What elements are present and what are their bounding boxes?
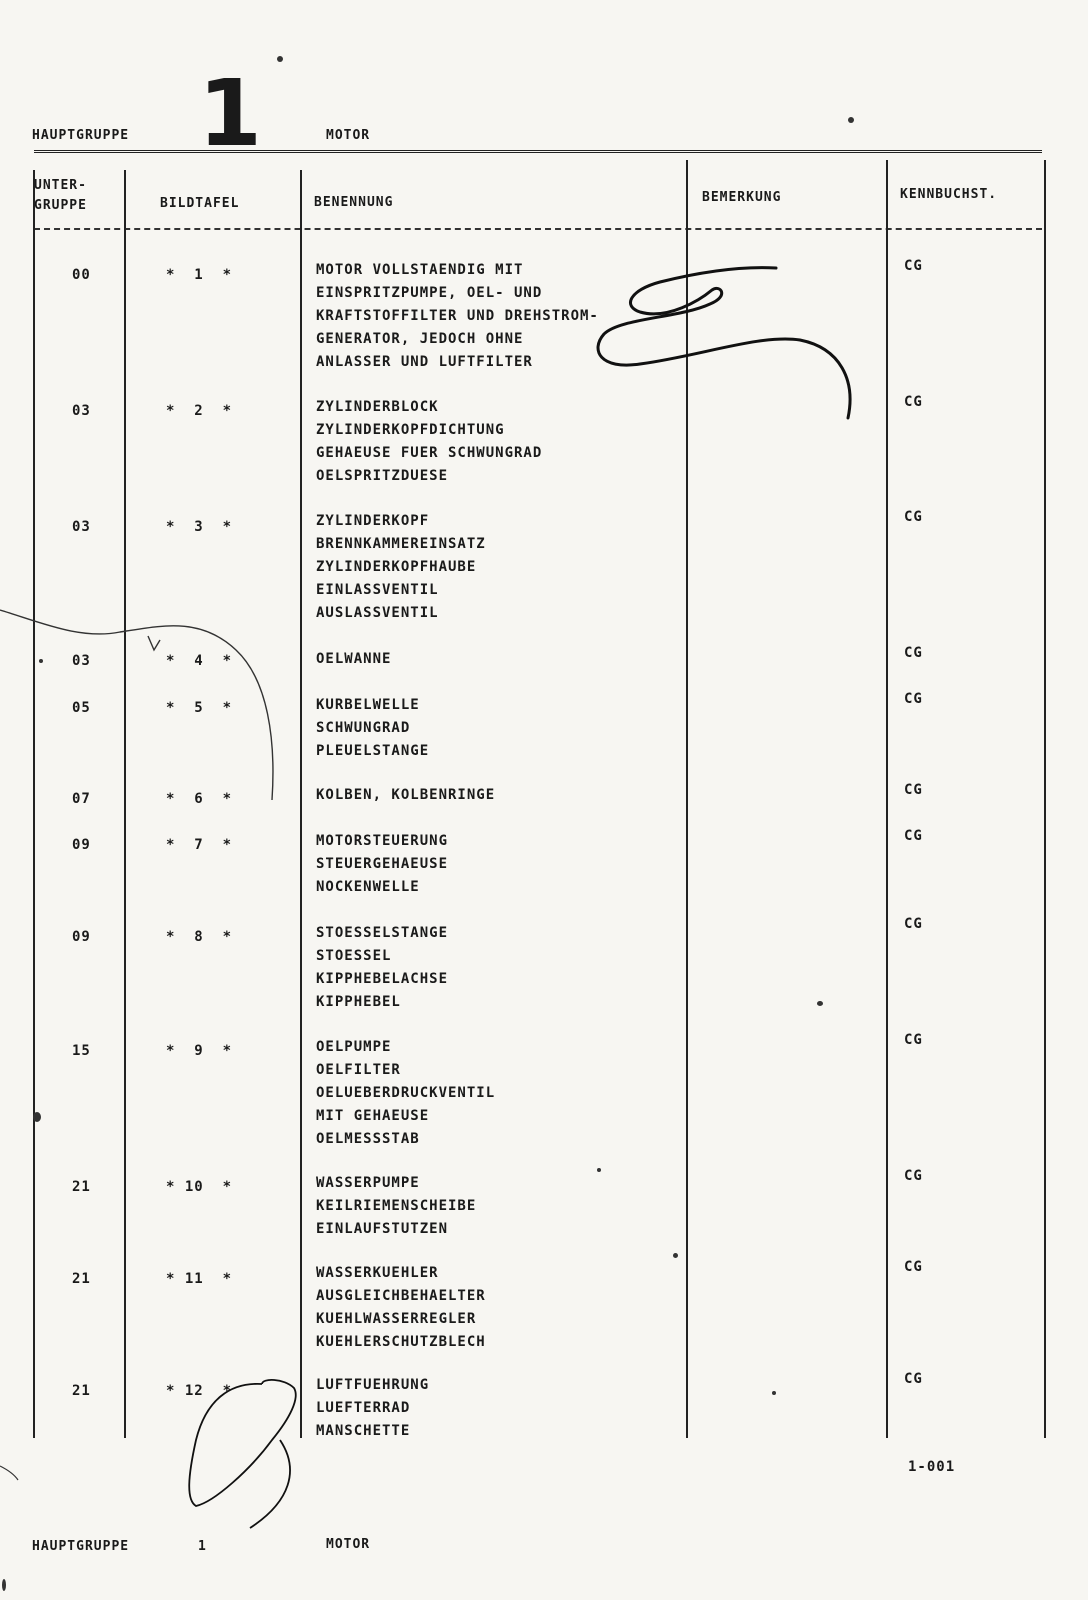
header-group-label: HAUPTGRUPPE bbox=[32, 128, 130, 143]
scan-speck bbox=[848, 117, 854, 123]
bildtafel-cell: * 12 * bbox=[166, 1383, 233, 1399]
scan-speck bbox=[277, 56, 283, 62]
footer-group-number: 1 bbox=[198, 1539, 207, 1554]
kenn-cell: CG bbox=[904, 1168, 923, 1184]
untergruppe-cell: 07 bbox=[72, 791, 91, 807]
pen-loop-bottom bbox=[189, 1380, 296, 1528]
kenn-cell: CG bbox=[904, 1259, 923, 1275]
untergruppe-cell: 05 bbox=[72, 700, 91, 716]
bildtafel-cell: * 11 * bbox=[166, 1271, 233, 1287]
bildtafel-cell: * 4 * bbox=[166, 653, 233, 669]
untergruppe-cell: 21 bbox=[72, 1383, 91, 1399]
bildtafel-cell: * 2 * bbox=[166, 403, 233, 419]
untergruppe-cell: 21 bbox=[72, 1271, 91, 1287]
kenn-cell: CG bbox=[904, 394, 923, 410]
header-group-name: MOTOR bbox=[326, 128, 371, 143]
benennung-cell: OELPUMPE OELFILTER OELUEBERDRUCKVENTIL MIT GEHAEUSE OELMESSSTAB bbox=[316, 1039, 496, 1147]
untergruppe-cell: 00 bbox=[72, 267, 91, 283]
page-number: 1-001 bbox=[908, 1459, 956, 1475]
kenn-cell: CG bbox=[904, 258, 923, 274]
col-header-untergruppe: UNTER- GRUPPE bbox=[34, 178, 87, 213]
untergruppe-cell: 09 bbox=[72, 929, 91, 945]
bildtafel-cell: * 3 * bbox=[166, 519, 233, 535]
bildtafel-cell: * 6 * bbox=[166, 791, 233, 807]
scan-speck bbox=[597, 1168, 601, 1172]
untergruppe-cell: 15 bbox=[72, 1043, 91, 1059]
kenn-cell: CG bbox=[904, 828, 923, 844]
header-group-number: 1 bbox=[198, 60, 263, 167]
footer-group-name: MOTOR bbox=[326, 1537, 371, 1552]
scan-speck bbox=[817, 1001, 823, 1006]
kenn-cell: CG bbox=[904, 1371, 923, 1387]
pen-scribble-top bbox=[598, 268, 850, 418]
col-header-bildtafel: BILDTAFEL bbox=[160, 196, 240, 211]
untergruppe-cell: 03 bbox=[72, 403, 91, 419]
col-header-benennung: BENENNUNG bbox=[314, 195, 394, 210]
kenn-cell: CG bbox=[904, 782, 923, 798]
scan-speck bbox=[39, 659, 43, 663]
untergruppe-cell: 21 bbox=[72, 1179, 91, 1195]
benennung-cell: KURBELWELLE SCHWUNGRAD PLEUELSTANGE bbox=[316, 697, 430, 759]
kenn-cell: CG bbox=[904, 691, 923, 707]
bildtafel-cell: * 9 * bbox=[166, 1043, 233, 1059]
benennung-cell: STOESSELSTANGE STOESSEL KIPPHEBELACHSE KIPPHEBEL bbox=[316, 925, 449, 1010]
untergruppe-cell: 03 bbox=[72, 519, 91, 535]
benennung-cell: ZYLINDERKOPF BRENNKAMMEREINSATZ ZYLINDERKOPFHAUBE EINLASSVENTIL AUSLASSVENTIL bbox=[316, 513, 486, 621]
benennung-cell: MOTORSTEUERUNG STEUERGEHAEUSE NOCKENWELLE bbox=[316, 833, 449, 895]
kenn-cell: CG bbox=[904, 645, 923, 661]
untergruppe-cell: 09 bbox=[72, 837, 91, 853]
benennung-cell: LUFTFUEHRUNG LUEFTERRAD MANSCHETTE bbox=[316, 1377, 430, 1439]
pen-curve-left bbox=[0, 610, 273, 800]
benennung-cell: ZYLINDERBLOCK ZYLINDERKOPFDICHTUNG GEHAEUSE FUER SCHWUNGRAD OELSPRITZDUESE bbox=[316, 399, 543, 484]
benennung-cell: WASSERKUEHLER AUSGLEICHBEHAELTER KUEHLWASSERREGLER KUEHLERSCHUTZBLECH bbox=[316, 1265, 486, 1350]
untergruppe-cell: 03 bbox=[72, 653, 91, 669]
benennung-cell: KOLBEN, KOLBENRINGE bbox=[316, 787, 496, 803]
bildtafel-cell: * 7 * bbox=[166, 837, 233, 853]
scan-speck bbox=[2, 1579, 6, 1591]
pen-tick-left bbox=[0, 1466, 18, 1480]
bildtafel-cell: * 10 * bbox=[166, 1179, 233, 1195]
benennung-cell: MOTOR VOLLSTAENDIG MIT EINSPRITZPUMPE, OEL- UND KRAFTSTOFFILTER UND DREHSTROM- GENERATOR, JEDOCH OHNE ANLASSER UND LUFTFILTER bbox=[316, 262, 599, 370]
col-header-kennbuchst: KENNBUCHST. bbox=[900, 187, 998, 202]
col-header-bemerkung: BEMERKUNG bbox=[702, 190, 782, 205]
pen-check-small bbox=[148, 636, 160, 650]
footer-group-label: HAUPTGRUPPE bbox=[32, 1539, 130, 1554]
scan-speck bbox=[772, 1391, 776, 1395]
kenn-cell: CG bbox=[904, 509, 923, 525]
bildtafel-cell: * 5 * bbox=[166, 700, 233, 716]
benennung-cell: OELWANNE bbox=[316, 651, 392, 667]
scan-speck bbox=[33, 1112, 41, 1122]
bildtafel-cell: * 8 * bbox=[166, 929, 233, 945]
kenn-cell: CG bbox=[904, 916, 923, 932]
bildtafel-cell: * 1 * bbox=[166, 267, 233, 283]
benennung-cell: WASSERPUMPE KEILRIEMENSCHEIBE EINLAUFSTUTZEN bbox=[316, 1175, 477, 1237]
kenn-cell: CG bbox=[904, 1032, 923, 1048]
scan-speck bbox=[673, 1253, 678, 1258]
